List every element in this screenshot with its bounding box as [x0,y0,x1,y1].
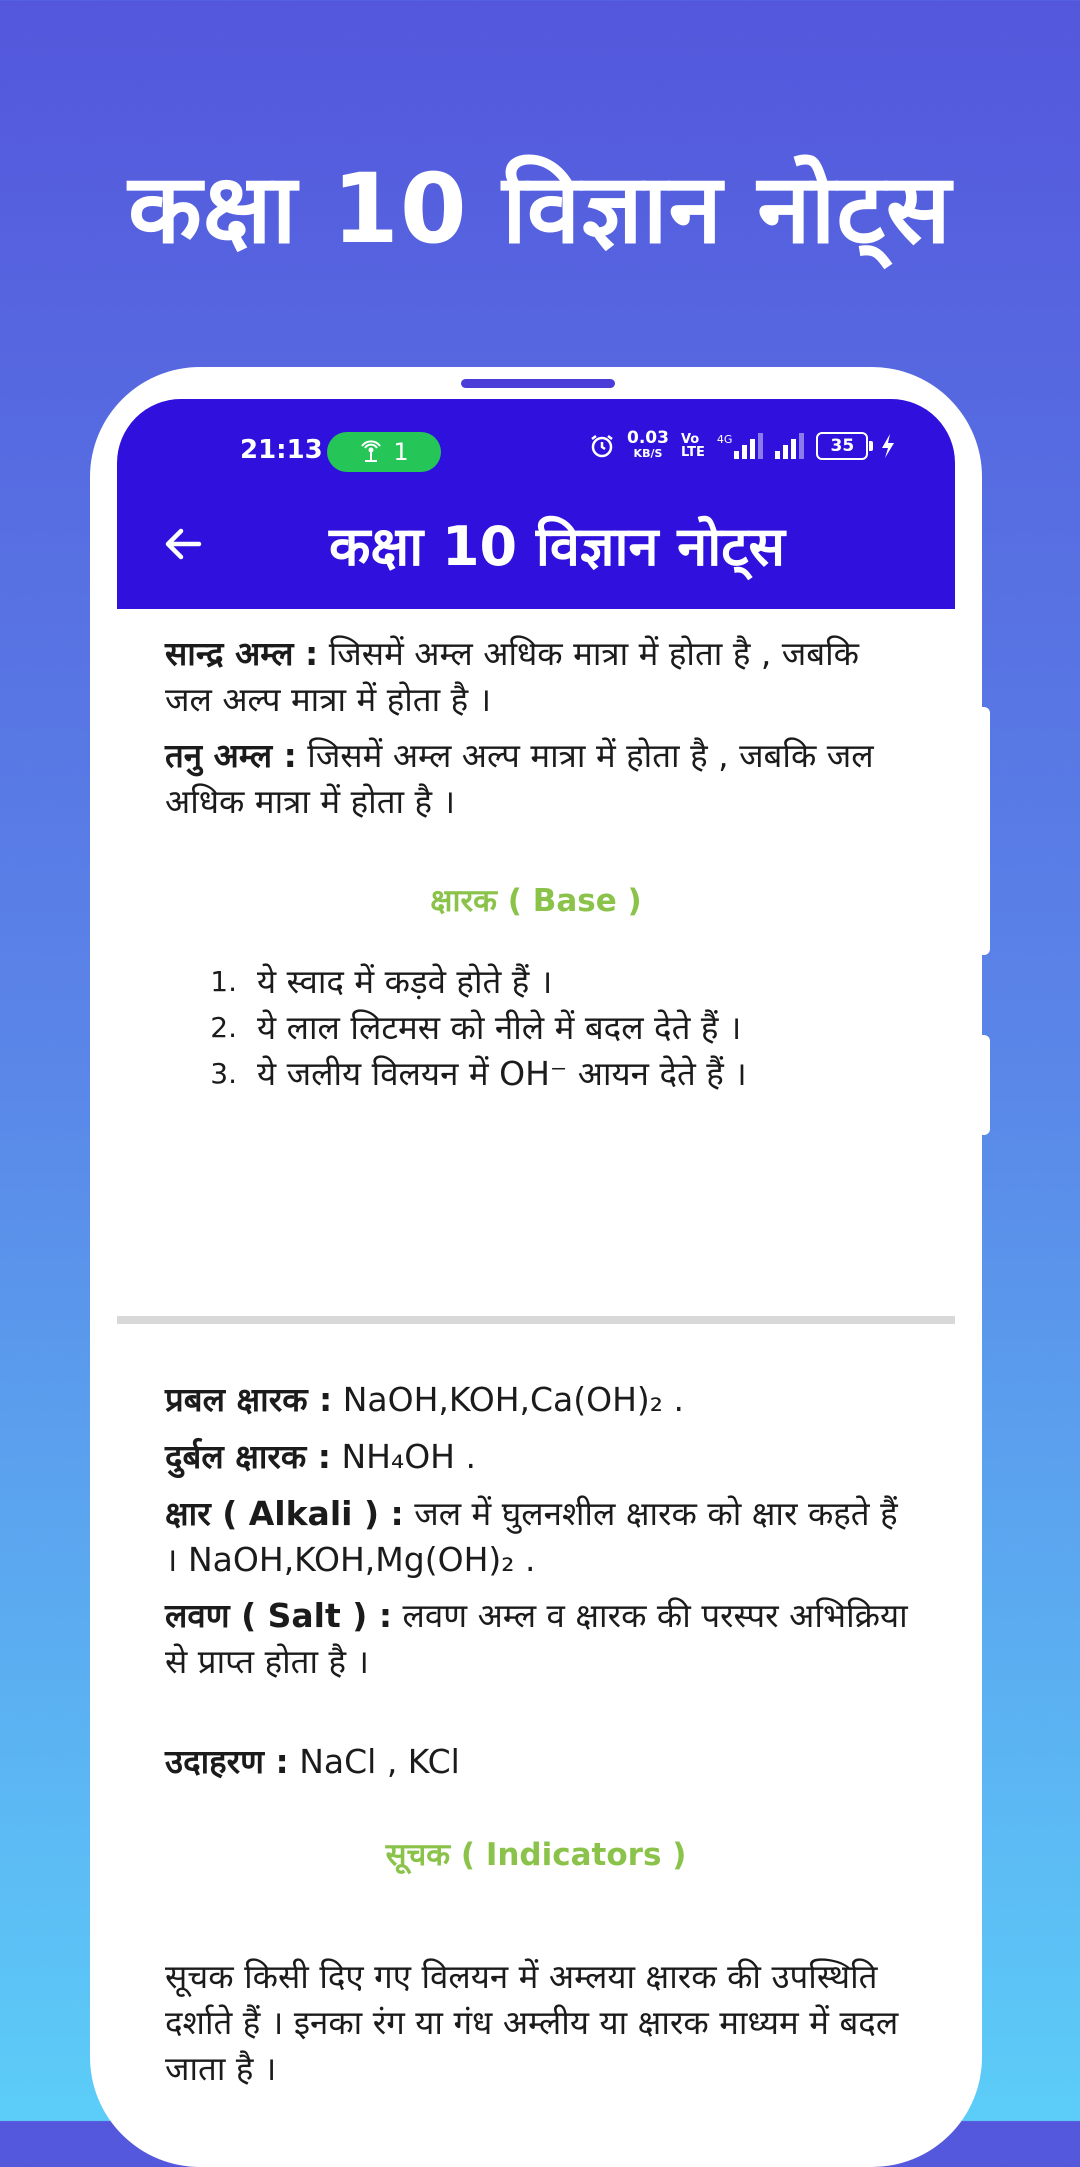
signal-icon-2 [775,433,804,459]
status-time: 21:13 [240,435,323,465]
phone-frame [90,367,982,2167]
strong-base-para [165,1377,915,1423]
status-icons [589,428,896,461]
header-title: कक्षा 10 विज्ञान नोट्स [329,515,785,578]
battery-icon: 35 [816,432,868,460]
term: तनु अम्ल : [165,736,297,775]
list-number: 1. [210,965,237,998]
power-button [982,1035,990,1135]
alarm-icon [589,433,615,459]
definition: जिसमें अम्ल अधिक मात्रा में होता है , जबकि जल अल्प मात्रा में होता है । [165,634,860,719]
charging-icon [880,433,896,459]
list-item [165,1005,915,1051]
concentrated-acid-para [165,631,915,723]
term: उदाहरण : [165,1742,289,1781]
status-bar [117,427,955,477]
section-divider [117,1316,955,1324]
definition: जिसमें अम्ल अल्प मात्रा में होता है , जबकि जल अधिक मात्रा में होता है । [165,736,874,821]
phone-speaker [461,379,615,388]
term: प्रबल क्षारक : [165,1380,333,1419]
signal-icon [734,433,763,459]
list-text: ये स्वाद में कड़वे होते हैं । [257,962,553,1001]
list-text: ये जलीय विलयन में OH⁻ आयन देते हैं । [257,1054,747,1093]
list-item [165,959,915,1005]
term: सान्द्र अम्ल : [165,634,319,673]
promo-title: कक्षा 10 विज्ञान नोट्स [128,153,952,265]
term: दुर्बल क्षारक : [165,1437,331,1476]
term: लवण ( Salt ) : [165,1596,393,1635]
indicator-para: सूचक किसी दिए गए विलयन में अम्लया क्षारक की उपस्थिति दर्शाते हैं । इनका रंग या गंध अम्लीय या क्षारक माध्यम में बदल जाता है । [165,1957,899,2088]
volte-indicator [681,433,705,459]
definition: जल में घुलनशील क्षारक को क्षार कहते हैं । NaOH,KOH,Mg(OH)₂ . [165,1494,898,1579]
hotspot-icon [359,440,383,464]
dilute-acid-para [165,733,915,825]
phone-screen [117,399,955,2108]
example-para [165,1739,915,1785]
weak-base-para [165,1434,915,1480]
list-number: 3. [210,1057,237,1090]
alkali-para [165,1491,915,1583]
net-speed-unit: KB/S [633,447,663,460]
net-speed-value: 0.03 [627,428,669,448]
signal-4g [717,433,764,459]
definition: NaCl , KCl [288,1742,460,1781]
term: क्षार ( Alkali ) : [165,1494,404,1533]
list-text: ये लाल लिटमस को नीले में बदल देते हैं । [257,1008,742,1047]
indicator-heading: सूचक ( Indicators ) [385,1837,687,1873]
network-type: 4G [716,433,733,446]
hotspot-indicator[interactable] [327,432,441,472]
list-item [165,1051,915,1097]
back-arrow-icon[interactable] [155,514,215,574]
volume-button [982,707,990,955]
definition: NaOH,KOH,Ca(OH)₂ . [332,1380,685,1419]
volte-bottom: LTE [680,445,705,460]
hotspot-count: 1 [393,438,409,466]
base-properties-list [165,959,915,1097]
app-header [117,399,955,609]
volte-top: Vo [680,432,700,447]
net-speed [627,428,669,461]
base-heading: क्षारक ( Base ) [430,883,642,919]
definition: NH₄OH . [330,1437,476,1476]
salt-para [165,1593,915,1685]
list-number: 2. [210,1011,237,1044]
definition: लवण अम्ल व क्षारक की परस्पर अभिक्रिया से प्राप्त होता है । [165,1596,908,1681]
